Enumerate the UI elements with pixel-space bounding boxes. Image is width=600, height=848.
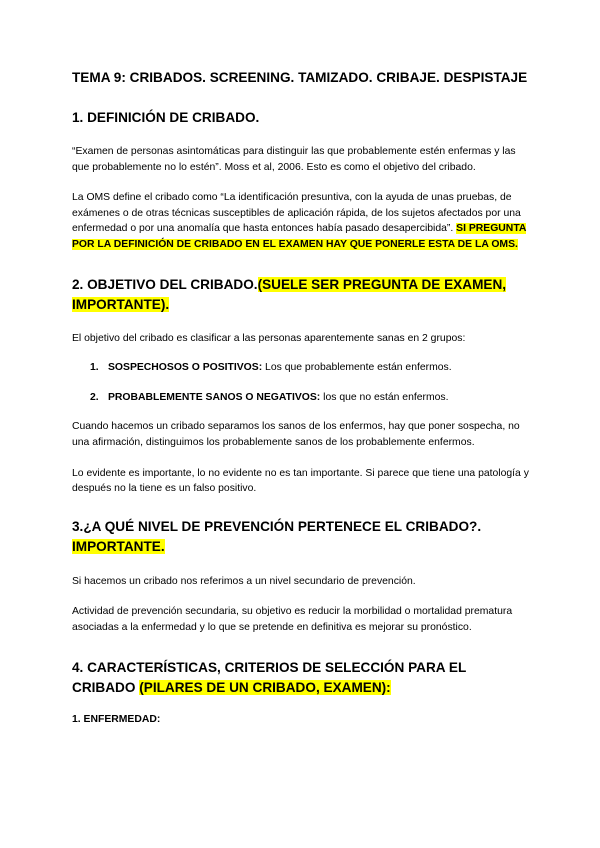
list-item-number: 1. <box>90 362 99 374</box>
section-4-subheading-enfermedad: 1. ENFERMEDAD: <box>72 713 161 725</box>
section-2-heading-text: 2. OBJETIVO DEL CRIBADO. <box>72 276 258 292</box>
section-2-heading <box>72 275 532 315</box>
list-item-text: Los que probablemente están enfermos. <box>262 362 452 374</box>
list-item-text: los que no están enfermos. <box>320 391 449 403</box>
section-4-heading-text: 4. CARACTERÍSTICAS, CRITERIOS DE SELECCIÓN PARA EL CRIBADO <box>72 659 467 695</box>
list-item-label: PROBABLEMENTE SANOS O NEGATIVOS: <box>108 391 321 403</box>
section-3-paragraph-2: Actividad de prevención secundaria, su objetivo es reducir la morbilidad o mortalidad prematura asociadas a la enfermedad y lo que se pretende en definitiva es mejorar su pronóstico. <box>72 606 513 633</box>
section-2-paragraph-4: Lo evidente es importante, lo no evidente no es tan importante. Si parece que tiene una patología y después no la tiene es un falso positivo. <box>72 467 529 495</box>
section-2-paragraph-3: Cuando hacemos un cribado separamos los sanos de los enfermos, hay que poner sospecha, no una afirmación, distinguimos los probablemente sanos de los probablemente enfermos. <box>72 421 520 448</box>
oms-exam-note-highlight: SI PREGUNTA POR LA DEFINICIÓN DE CRIBADO EN EL EXAMEN HAY QUE PONERLE ESTA DE LA OMS. <box>72 223 527 250</box>
document-title: TEMA 9: CRIBADOS. SCREENING. TAMIZADO. CRIBAJE. DESPISTAJE <box>72 70 528 85</box>
section-3-heading-highlight: IMPORTANTE. <box>72 538 165 554</box>
list-item-number: 2. <box>90 391 99 403</box>
list-item <box>72 360 532 376</box>
section-1-paragraph-1: “Examen de personas asintomáticas para distinguir las que probablemente estén enfermas y las que probablemente no lo estén”. Moss et al, 2006. Esto es como el objetivo del cribado. <box>72 146 516 173</box>
section-3-paragraph-1: Si hacemos un cribado nos referimos a un nivel secundario de prevención. <box>72 575 416 587</box>
section-2-heading-highlight: (SUELE SER PREGUNTA DE EXAMEN, IMPORTANTE). <box>72 276 507 312</box>
document-page <box>72 68 532 727</box>
section-1-heading: 1. DEFINICIÓN DE CRIBADO. <box>72 110 260 125</box>
section-3-heading <box>72 517 532 557</box>
oms-definition-text: La OMS define el cribado como “La identificación presuntiva, con la ayuda de unas pruebas, de exámenes o de otras técnicas susceptibles de aplicación rápida, de los sujetos afectados por una enfermedad o por una anomalía que hasta entonces había pasado desapercibida”. <box>72 192 521 235</box>
section-2-intro: El objetivo del cribado es clasificar a las personas aparentemente sanas en 2 grupos: <box>72 332 466 344</box>
section-1-paragraph-2 <box>72 190 532 252</box>
section-4-heading <box>72 658 532 698</box>
section-3-heading-text: 3.¿A QUÉ NIVEL DE PREVENCIÓN PERTENECE EL CRIBADO?. <box>72 518 482 534</box>
section-4-heading-highlight: (PILARES DE UN CRIBADO, EXAMEN): <box>139 679 391 695</box>
list-item <box>72 390 532 406</box>
objective-groups-list <box>72 360 532 405</box>
list-item-label: SOSPECHOSOS O POSITIVOS: <box>108 362 263 374</box>
